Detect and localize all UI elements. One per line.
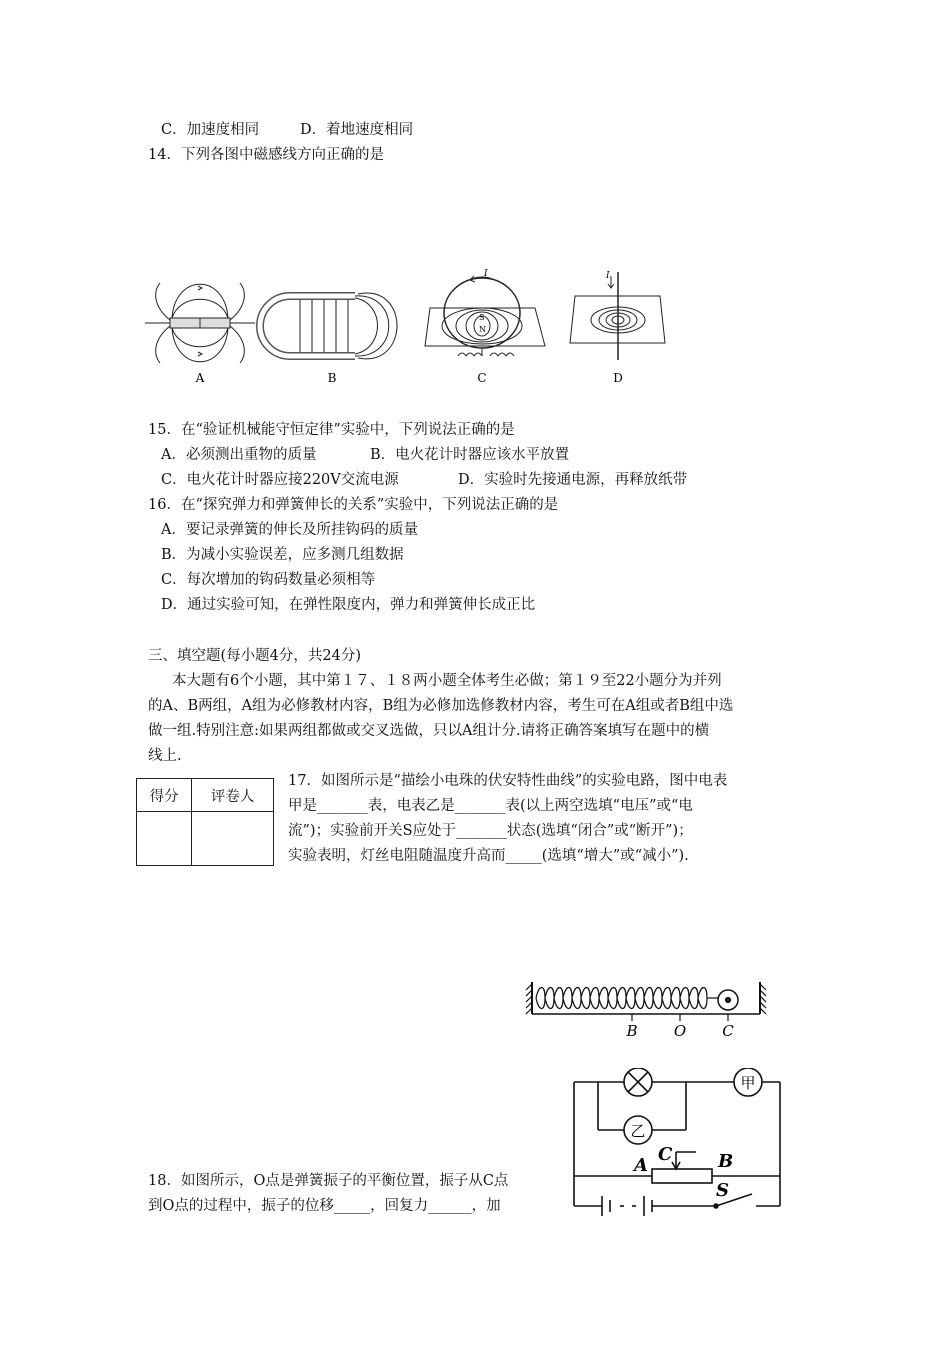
q17-line-3: 流”)；实验前开关S应处于_______状态(选填“闭合”或“断开”)；	[288, 823, 693, 839]
fig-b-label: B	[327, 371, 337, 385]
spring-oscillator-figure	[522, 978, 772, 1040]
q17-line-2: 甲是_______表，电表乙是_______表(以上两空选填“电压”或“电	[288, 798, 693, 814]
q16-option-d: D．通过实验可知，在弹性限度内，弹力和弹簧伸长成正比	[161, 597, 536, 613]
q15-option-d: D．实验时先接通电源，再释放纸带	[458, 472, 688, 488]
section-3-intro-line-4: 线上.	[148, 748, 182, 764]
fig-c-current-symbol: I	[484, 269, 488, 279]
fig-c-south-pole: S	[479, 313, 485, 322]
score-cell[interactable]	[137, 812, 192, 866]
section-3-intro-line-3: 做一组.特别注意:如果两组都做或交叉选做，只以A组计分.请将正确答案填写在题中的横	[148, 723, 710, 739]
q16-option-b: B．为减小实验误差，应多测几组数据	[161, 547, 404, 563]
section-3-intro-line-2: 的A、B两组，A组为必修教材内容，B组为必修加选修教材内容，考生可在A组或者B组中选	[148, 698, 734, 714]
fig-a-bar-magnet	[145, 283, 255, 363]
spring-label-b: B	[626, 1022, 638, 1040]
circuit-figure	[566, 1068, 788, 1220]
q16-stem: 16．在“探究弹力和弹簧伸长的关系”实验中，下列说法正确的是	[148, 497, 559, 513]
meter-jia-label: 甲	[740, 1074, 756, 1092]
fig-d-straight-wire	[570, 272, 665, 360]
q16-option-a: A．要记录弹簧的伸长及所挂钩码的质量	[161, 522, 418, 538]
grader-cell[interactable]	[192, 812, 274, 866]
q15-option-c: C．电火花计时器应接220V交流电源	[161, 472, 399, 488]
switch-label-s: S	[716, 1180, 729, 1201]
fig-c-north-pole: N	[479, 325, 486, 334]
q15-option-a: A．必须测出重物的质量	[161, 447, 317, 463]
fig-b-u-magnet	[260, 293, 397, 359]
section-3-intro-line-1: 本大题有6个小题，其中第１７、１８两小题全体考生必做；第１９至22小题分为并列	[172, 673, 722, 689]
q16-option-c: C．每次增加的钩码数量必须相等	[161, 572, 376, 588]
q15-option-b: B．电火花计时器应该水平放置	[370, 447, 570, 463]
q14-stem: 14．下列各图中磁感线方向正确的是	[148, 147, 384, 163]
grader-header: 评卷人	[192, 779, 274, 812]
meter-yi-label: 乙	[630, 1122, 646, 1140]
q18-line-2: 到O点的过程中，振子的位移_____，回复力______，加	[148, 1198, 501, 1214]
q18-line-1: 18．如图所示，O点是弹簧振子的平衡位置，振子从C点	[148, 1173, 509, 1189]
q15-stem: 15．在“验证机械能守恒定律”实验中，下列说法正确的是	[148, 422, 515, 438]
q17-line-4: 实验表明，灯丝电阻随温度升高而_____(选填“增大”或“减小”).	[288, 848, 689, 864]
q17-line-1: 17．如图所示是“描绘小电珠的伏安特性曲线”的实验电路，图中电表	[288, 773, 728, 789]
fig-a-label: A	[195, 371, 205, 385]
q14-figures	[140, 268, 680, 390]
fig-d-label: D	[613, 371, 623, 385]
q13-option-c: C．加速度相同	[161, 122, 260, 138]
rheostat-label-a: A	[634, 1155, 648, 1176]
fig-c-ring-current	[425, 276, 545, 356]
fig-c-label: C	[477, 371, 487, 385]
spring-label-o: O	[673, 1022, 687, 1040]
rheostat-label-c: C	[658, 1144, 673, 1165]
fig-d-current-symbol: I	[606, 271, 610, 281]
score-table	[136, 778, 274, 866]
section-3-title: 三、填空题(每小题4分，共24分)	[148, 648, 361, 664]
q13-option-d: D．着地速度相同	[300, 122, 414, 138]
score-header: 得分	[137, 779, 192, 812]
spring-label-c: C	[722, 1022, 734, 1040]
rheostat-label-b: B	[718, 1151, 734, 1172]
